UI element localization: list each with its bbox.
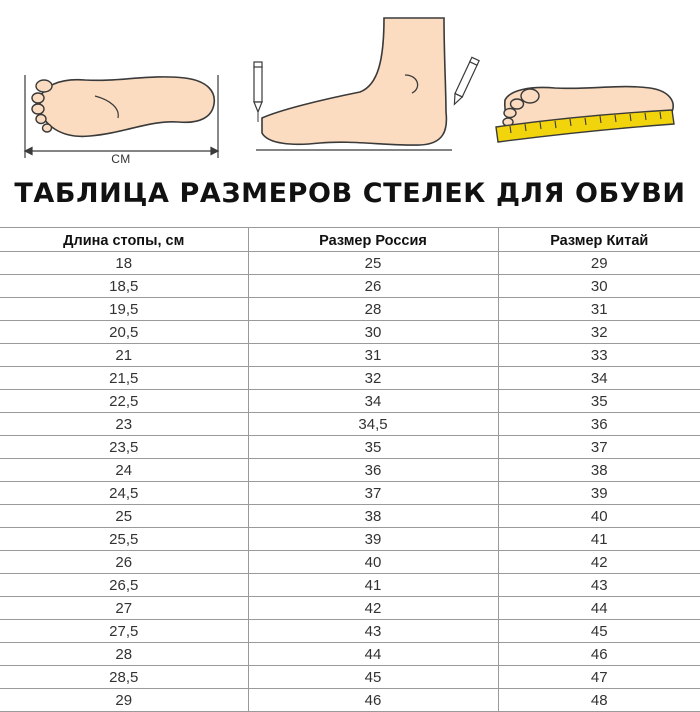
size-russia-cell: 45 <box>248 666 498 689</box>
size-russia-cell: 26 <box>248 275 498 298</box>
table-row <box>0 436 700 459</box>
foot-length-cell: 28 <box>0 643 248 666</box>
size-russia-cell: 31 <box>248 344 498 367</box>
size-russia-cell: 41 <box>248 574 498 597</box>
table-row <box>0 482 700 505</box>
size-china-cell: 36 <box>498 413 700 436</box>
size-russia-cell: 30 <box>248 321 498 344</box>
size-china-cell: 29 <box>498 252 700 275</box>
foot-sole-icon <box>32 77 214 137</box>
size-russia-cell: 28 <box>248 298 498 321</box>
foot-length-cell: 27,5 <box>0 620 248 643</box>
size-russia-cell: 32 <box>248 367 498 390</box>
table-row <box>0 689 700 712</box>
foot-measuring-illustration <box>0 0 700 175</box>
foot-length-cell: 18,5 <box>0 275 248 298</box>
foot-length-cell: 18 <box>0 252 248 275</box>
size-russia-cell: 35 <box>248 436 498 459</box>
size-china-cell: 38 <box>498 459 700 482</box>
table-row <box>0 597 700 620</box>
foot-length-cell: 24,5 <box>0 482 248 505</box>
foot-length-cell: 23,5 <box>0 436 248 459</box>
table-row <box>0 413 700 436</box>
size-china-cell: 42 <box>498 551 700 574</box>
table-row <box>0 620 700 643</box>
size-china-cell: 30 <box>498 275 700 298</box>
size-table <box>0 227 700 712</box>
table-row <box>0 551 700 574</box>
foot-length-cell: 21 <box>0 344 248 367</box>
foot-length-cell: 27 <box>0 597 248 620</box>
header-size-china: Размер Китай <box>498 228 700 252</box>
illustrations <box>0 0 700 175</box>
size-china-cell: 41 <box>498 528 700 551</box>
table-row <box>0 390 700 413</box>
size-china-cell: 47 <box>498 666 700 689</box>
size-china-cell: 48 <box>498 689 700 712</box>
size-china-cell: 46 <box>498 643 700 666</box>
foot-length-cell: 19,5 <box>0 298 248 321</box>
table-row <box>0 252 700 275</box>
table-header-row <box>0 228 700 252</box>
size-russia-cell: 34,5 <box>248 413 498 436</box>
table-row <box>0 321 700 344</box>
header-foot-length: Длина стопы, см <box>0 228 248 252</box>
foot-length-cell: 23 <box>0 413 248 436</box>
size-russia-cell: 38 <box>248 505 498 528</box>
header-size-russia: Размер Россия <box>248 228 498 252</box>
foot-side-icon <box>262 18 446 145</box>
page-title: ТАБЛИЦА РАЗМЕРОВ СТЕЛЕК ДЛЯ ОБУВИ <box>14 178 686 209</box>
table-row <box>0 275 700 298</box>
foot-length-cell: 21,5 <box>0 367 248 390</box>
foot-length-cell: 26 <box>0 551 248 574</box>
size-russia-cell: 39 <box>248 528 498 551</box>
size-russia-cell: 40 <box>248 551 498 574</box>
table-row <box>0 367 700 390</box>
size-china-cell: 32 <box>498 321 700 344</box>
size-china-cell: 44 <box>498 597 700 620</box>
foot-length-cell: 26,5 <box>0 574 248 597</box>
size-china-cell: 43 <box>498 574 700 597</box>
table-row <box>0 666 700 689</box>
size-china-cell: 39 <box>498 482 700 505</box>
size-china-cell: 45 <box>498 620 700 643</box>
table-row <box>0 459 700 482</box>
size-table-container <box>0 227 700 712</box>
size-russia-cell: 46 <box>248 689 498 712</box>
size-russia-cell: 25 <box>248 252 498 275</box>
size-china-cell: 35 <box>498 390 700 413</box>
foot-length-cell: 25,5 <box>0 528 248 551</box>
foot-length-cell: 24 <box>0 459 248 482</box>
foot-length-cell: 20,5 <box>0 321 248 344</box>
size-russia-cell: 42 <box>248 597 498 620</box>
size-china-cell: 33 <box>498 344 700 367</box>
foot-length-cell: 29 <box>0 689 248 712</box>
size-russia-cell: 43 <box>248 620 498 643</box>
size-russia-cell: 44 <box>248 643 498 666</box>
size-russia-cell: 34 <box>248 390 498 413</box>
table-row <box>0 643 700 666</box>
size-china-cell: 34 <box>498 367 700 390</box>
size-china-cell: 31 <box>498 298 700 321</box>
size-russia-cell: 37 <box>248 482 498 505</box>
table-row <box>0 505 700 528</box>
table-row <box>0 344 700 367</box>
table-row <box>0 298 700 321</box>
table-row <box>0 528 700 551</box>
foot-length-cell: 28,5 <box>0 666 248 689</box>
pencil-left-icon <box>254 62 262 122</box>
pencil-right-icon <box>451 57 479 106</box>
size-china-cell: 37 <box>498 436 700 459</box>
foot-length-cell: 22,5 <box>0 390 248 413</box>
table-body <box>0 252 700 712</box>
foot-length-cell: 25 <box>0 505 248 528</box>
size-russia-cell: 36 <box>248 459 498 482</box>
size-china-cell: 40 <box>498 505 700 528</box>
unit-label: СМ <box>111 152 131 166</box>
table-row <box>0 574 700 597</box>
